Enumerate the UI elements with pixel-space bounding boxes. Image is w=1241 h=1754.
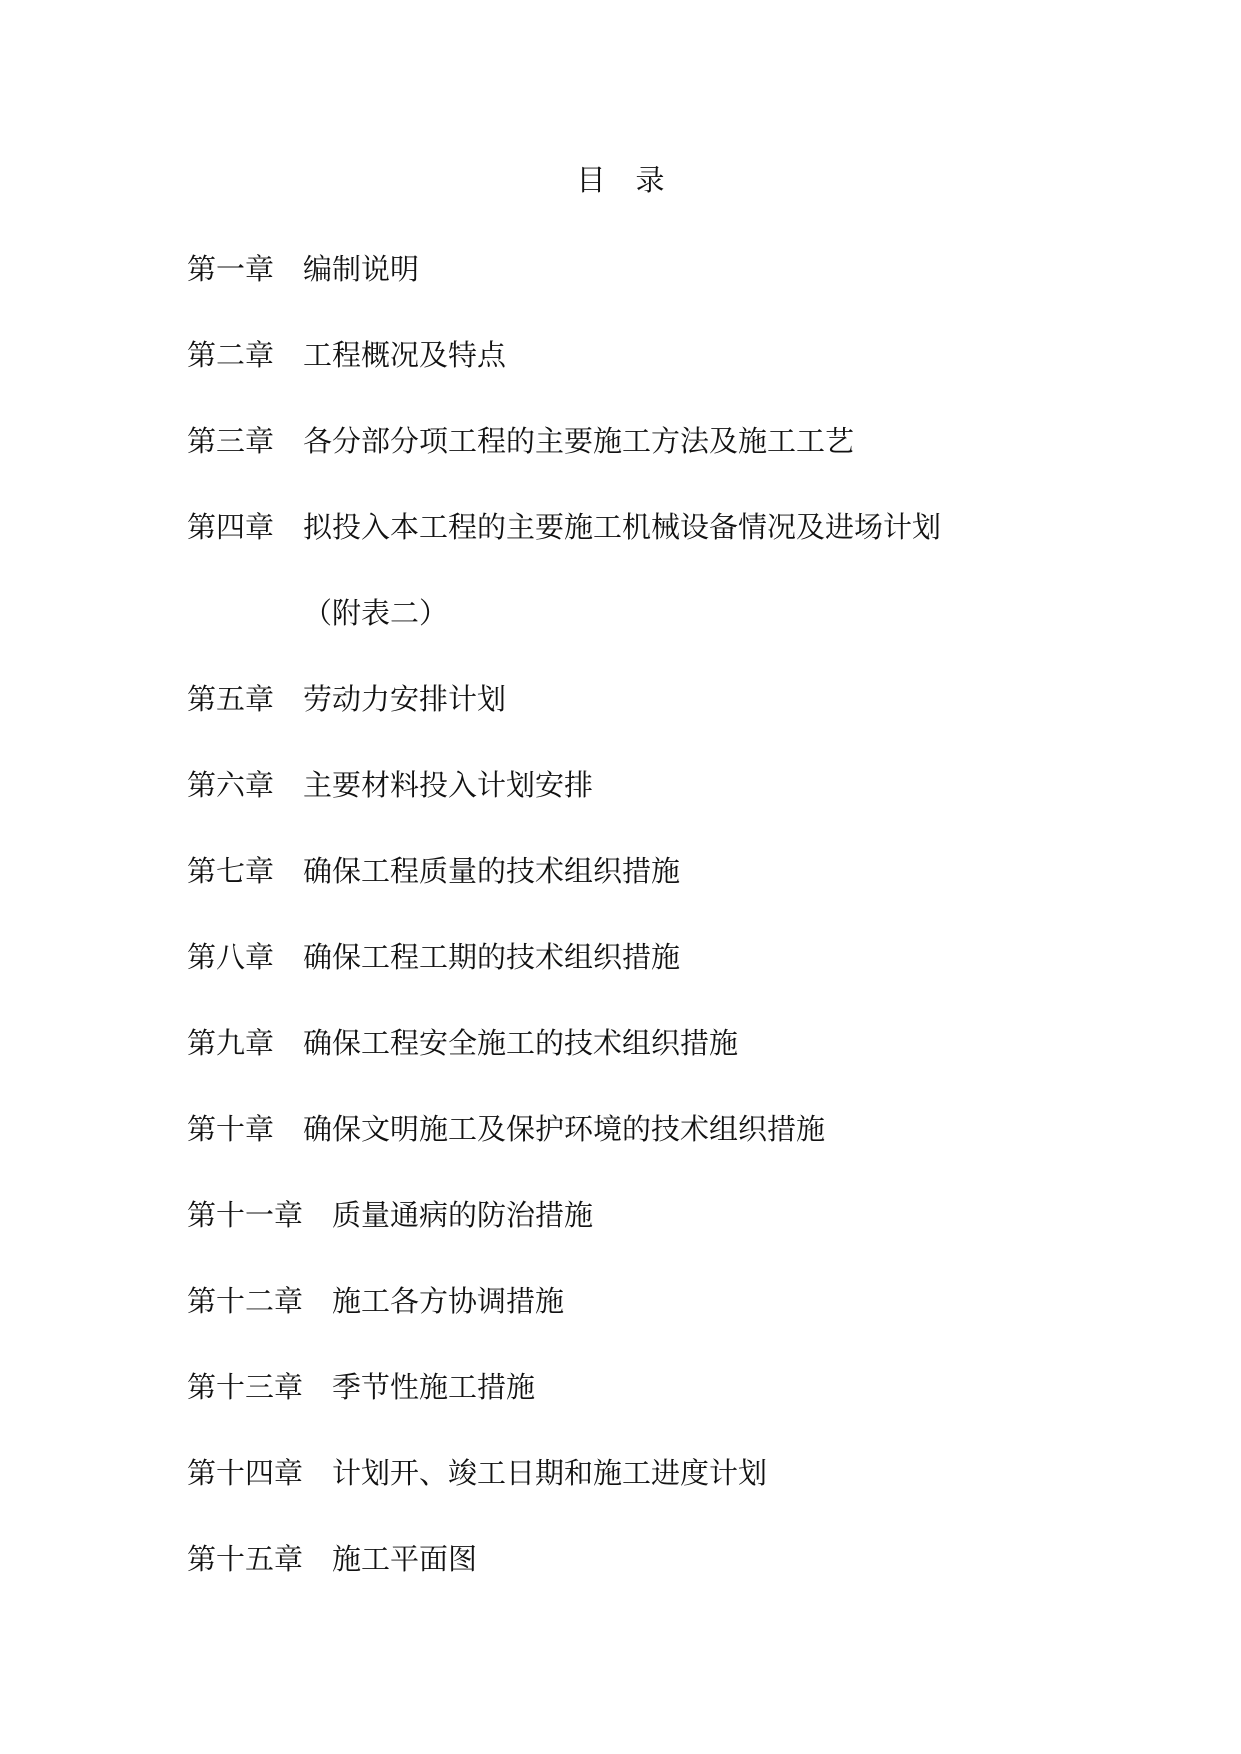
chapter-title: 确保文明施工及保护环境的技术组织措施 — [303, 1112, 826, 1146]
chapter-title: 编制说明 — [303, 252, 420, 286]
chapter-title: 工程概况及特点 — [303, 338, 507, 372]
chapter-number: 第十五章 — [187, 1542, 304, 1576]
chapter-number: 第六章 — [187, 768, 275, 802]
toc-title — [0, 160, 1241, 200]
chapter-title: 确保工程安全施工的技术组织措施 — [303, 1026, 739, 1060]
toc-entry — [187, 249, 941, 335]
chapter-title: 施工各方协调措施 — [332, 1284, 565, 1318]
chapter-number: 第二章 — [187, 338, 275, 372]
chapter-number: 第八章 — [187, 940, 275, 974]
chapter-title: 计划开、竣工日期和施工进度计划 — [332, 1456, 768, 1490]
chapter-number: 第十二章 — [187, 1284, 304, 1318]
toc-entry — [187, 1109, 941, 1195]
toc-entry — [187, 1023, 941, 1109]
chapter-number: 第一章 — [187, 252, 275, 286]
chapter-title: 确保工程工期的技术组织措施 — [303, 940, 681, 974]
chapter-title: 各分部分项工程的主要施工方法及施工工艺 — [303, 424, 855, 458]
chapter-title: （附表二） — [303, 596, 449, 630]
toc-entry — [187, 335, 941, 421]
toc-entry — [187, 1539, 941, 1625]
chapter-number: 第十三章 — [187, 1370, 304, 1404]
toc-entry — [187, 679, 941, 765]
chapter-number: 第十一章 — [187, 1198, 304, 1232]
toc-title-part-2: 录 — [635, 163, 665, 197]
toc-entry — [187, 507, 941, 593]
chapter-title: 劳动力安排计划 — [303, 682, 507, 716]
chapter-title: 主要材料投入计划安排 — [303, 768, 594, 802]
chapter-number: 第七章 — [187, 854, 275, 888]
chapter-title: 施工平面图 — [332, 1542, 478, 1576]
toc-entry — [187, 1281, 941, 1367]
toc-entry — [187, 1367, 941, 1453]
toc-entry — [187, 937, 941, 1023]
chapter-title: 质量通病的防治措施 — [332, 1198, 594, 1232]
chapter-number: 第三章 — [187, 424, 275, 458]
chapter-number: 第十四章 — [187, 1456, 304, 1490]
toc-title-part-1: 目 — [576, 163, 606, 197]
toc-list — [187, 249, 941, 1625]
toc-entry — [187, 851, 941, 937]
chapter-number: 第四章 — [187, 510, 275, 544]
toc-entry — [187, 421, 941, 507]
chapter-title: 季节性施工措施 — [332, 1370, 536, 1404]
chapter-title: 确保工程质量的技术组织措施 — [303, 854, 681, 888]
chapter-number: 第五章 — [187, 682, 275, 716]
toc-entry — [187, 1195, 941, 1281]
toc-entry-continuation — [187, 593, 941, 679]
toc-entry — [187, 1453, 941, 1539]
chapter-number: 第九章 — [187, 1026, 275, 1060]
chapter-title: 拟投入本工程的主要施工机械设备情况及进场计划 — [303, 510, 942, 544]
toc-entry — [187, 765, 941, 851]
chapter-number: 第十章 — [187, 1112, 275, 1146]
